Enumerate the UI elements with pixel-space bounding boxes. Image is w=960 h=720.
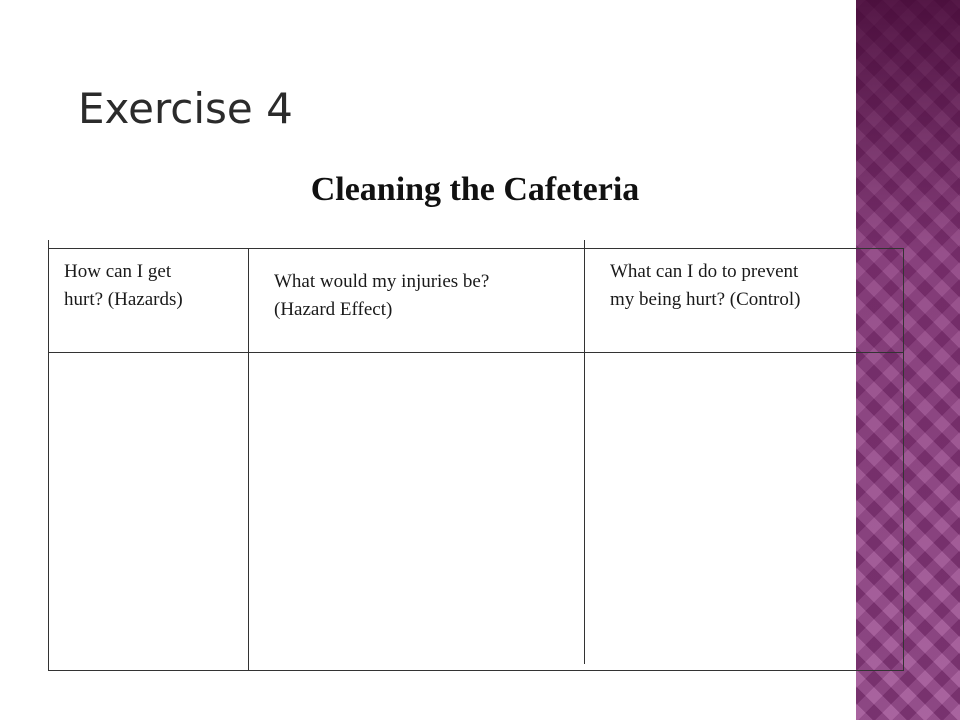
answer-cell-hazards[interactable] bbox=[50, 354, 247, 669]
table-border-right bbox=[903, 248, 904, 671]
column-header-line: What can I do to prevent bbox=[610, 261, 799, 282]
table-border-top bbox=[48, 248, 904, 249]
column-header-line: my being hurt? (Control) bbox=[610, 288, 801, 310]
column-header-hazards bbox=[64, 258, 183, 313]
header-divider bbox=[48, 352, 904, 353]
table-border-left bbox=[48, 248, 49, 671]
corner-tick bbox=[48, 240, 49, 248]
column-header-line: hurt? (Hazards) bbox=[64, 288, 183, 310]
answer-cell-hazard-effect[interactable] bbox=[250, 354, 583, 669]
column-header-line: How can I get bbox=[64, 261, 172, 282]
column-header-control bbox=[610, 258, 801, 313]
answer-cell-control[interactable] bbox=[586, 354, 902, 669]
column-header-line: What would my injuries be? bbox=[274, 271, 490, 292]
table-border-bottom bbox=[48, 670, 904, 671]
column-header-line: (Hazard Effect) bbox=[274, 298, 393, 320]
table-title: Cleaning the Cafeteria bbox=[310, 171, 640, 208]
slide-heading: Exercise 4 bbox=[78, 84, 293, 133]
column-header-hazard-effect bbox=[274, 268, 489, 323]
column-divider-1 bbox=[248, 248, 249, 671]
column-divider-2 bbox=[584, 240, 585, 664]
